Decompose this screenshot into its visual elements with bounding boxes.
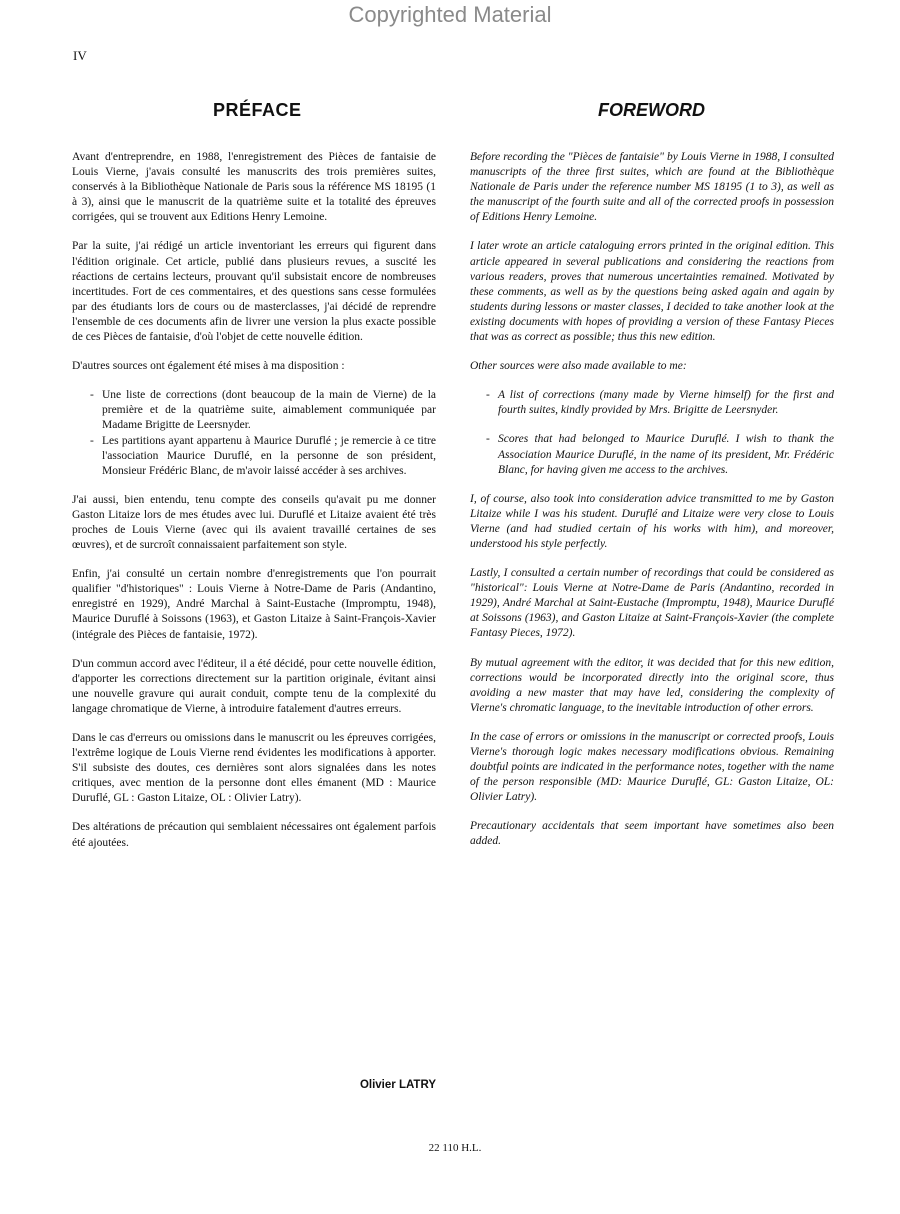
paragraph: Other sources were also made available to me: (470, 360, 687, 373)
paragraph: J'ai aussi, bien entendu, tenu compte des conseils qu'avait pu me donner Gaston Litaize lors de mes études avec lui. Duruflé et Litaize avaient été très proches de Louis Vierne (avec qui ils avaient travaillé certaines de ses œuvres), et de surcroît connaissaient parfaitement son style. (72, 493, 436, 552)
paragraph: Des altérations de précaution qui semblaient nécessaires ont également parfois été ajoutées. (72, 821, 436, 849)
list-item: - A list of corrections (many made by Vierne himself) for the first and fourth suites, kindly provided by Mrs. Brigitte de Leersnyder. (470, 388, 834, 418)
french-column (72, 150, 436, 865)
sources-list (72, 388, 436, 479)
heading-foreword: FOREWORD (598, 100, 705, 120)
paragraph: I later wrote an article cataloguing errors printed in the original edition. This article appeared in several publications and considering the reactions from various readers, proves that numerous uncertainties remained. Motivated by these comments, as well as by the questions being asked again and again by students during lessons or master classes, I decided to take another look at the existing documents with hopes of providing a version of these Fantasy Pieces that was as correct as possible; thus this new edition. (470, 240, 834, 344)
paragraph: D'autres sources ont également été mises à ma disposition : (72, 360, 345, 373)
paragraph: By mutual agreement with the editor, it was decided that for this new edition, corrections would be incorporated directly into the original score, thus avoiding a new master that may have led, considering the complexity of Vierne's chromatic language, to the inevitable introduction of other errors. (470, 656, 834, 714)
paragraph: Par la suite, j'ai rédigé un article inventoriant les erreurs qui figurent dans l'édition originale. Cet article, publié dans plusieurs revues, a suscité les réactions de certains lecteurs, prouvant qu'il subsistait encore de nombreuses incertitudes. Fort de ces commentaires, et des questions sans cesse formulées par des étudiants lors de cours ou de masterclasses, j'ai décidé de reprendre l'ensemble de ces documents afin de livrer une version la plus exacte possible de ces Pièces de fantaisie, d'où l'objet de cette nouvelle édition. (72, 240, 436, 344)
paragraph: Precautionary accidentals that seem important have sometimes also been added. (470, 820, 834, 848)
paragraph: Avant d'entreprendre, en 1988, l'enregistrement des Pièces de fantaisie de Louis Vierne, j'avais consulté les manuscrits des trois premières suites, conservés à la Bibliothèque Nationale de Paris sous la référence MS 18195 (1 à 3), ainsi que le manuscrit de la quatrième suite et la totalité des épreuves corrigées, qui se trouvent aux Editions Henry Lemoine. (72, 151, 436, 224)
copyright-watermark: Copyrighted Material (348, 2, 552, 27)
paragraph: Before recording the "Pièces de fantaisie" by Louis Vierne in 1988, I consulted manuscripts of the three first suites, which are found at the Bibliothèque Nationale de Paris under the reference number MS 18195 (1 to 3), as well as the manuscript of the fourth suite and all of the corrected proofs in possession of Editions Henry Lemoine. (470, 151, 834, 224)
list-item: - Les partitions ayant appartenu à Maurice Duruflé ; je remercie à ce titre l'association Maurice Duruflé, en la personne de son président, Monsieur Frédéric Blanc, de m'avoir laissé accéder à ses archives. (72, 434, 436, 479)
list-item: - Une liste de corrections (dont beaucoup de la main de Vierne) de la première et de la quatrième suite, aimablement communiquée par Madame Brigitte de Leersnyder. (72, 388, 436, 433)
paragraph: Dans le cas d'erreurs ou omissions dans le manuscrit ou les épreuves corrigées, l'extrême logique de Louis Vierne rend évidentes les modifications à apporter. S'il subsiste des doutes, ces dernières sont alors signalées dans les notes critiques, avec mention de la personne dont elles émanent (MD : Maurice Duruflé, GL : Gaston Litaize, OL : Olivier Latry). (72, 732, 436, 805)
list-item: - Scores that had belonged to Maurice Duruflé. I wish to thank the Association Maurice Duruflé, in the name of its president, Mr. Frédéric Blanc, for having given me access to the archives. (470, 432, 834, 477)
paragraph: Enfin, j'ai consulté un certain nombre d'enregistrements que l'on pourrait qualifier "d'historiques" : Louis Vierne à Notre-Dame de Paris (Andantino, enregistré en 1929), André Marchal à Saint-Eustache (Impromptu, 1948), Maurice Duruflé à Soissons (1963), et Gaston Litaize à Saint-François-Xavier (intégrale des Pièces de fantaisie, 1972). (72, 568, 436, 641)
paragraph: Lastly, I consulted a certain number of recordings that could be considered as "historical": Louis Vierne at Notre-Dame de Paris (Andantino, recorded in 1929), André Marchal at Saint-Eustache (Impromptu, 1948), Maurice Duruflé at Soissons (1963), and Gaston Litaize at Saint-François-Xavier (the complete Fantasy Pieces, 1972). (470, 567, 834, 640)
catalog-number: 22 110 H.L. (428, 1142, 482, 1154)
paragraph: D'un commun accord avec l'éditeur, il a été décidé, pour cette nouvelle édition, d'apporter les corrections directement sur la partition originale, évitant ainsi une nouvelle gravure qui aurait conduit, compte tenu de la complexité du langage chromatique de Vierne, à introduire fatalement d'autres erreurs. (72, 657, 436, 715)
sources-list (470, 388, 834, 477)
heading-preface: PRÉFACE (213, 100, 302, 120)
author-signature: Olivier LATRY (359, 1079, 436, 1091)
paragraph: I, of course, also took into consideration advice transmitted to me by Gaston Litaize while I was his student. Duruflé and Litaize were very close to Louis Vierne (and had studied certain of his works with him), and moreover, understood his style perfectly. (470, 492, 834, 550)
paragraph: In the case of errors or omissions in the manuscript or corrected proofs, Louis Vierne's thorough logic makes necessary modifications obvious. Remaining doubtful points are indicated in the performance notes, together with the name of the person responsible (MD: Maurice Duruflé, GL: Gaston Litaize, OL: Olivier Latry). (470, 730, 834, 804)
page-number: IV (73, 48, 87, 63)
english-column (470, 150, 834, 864)
